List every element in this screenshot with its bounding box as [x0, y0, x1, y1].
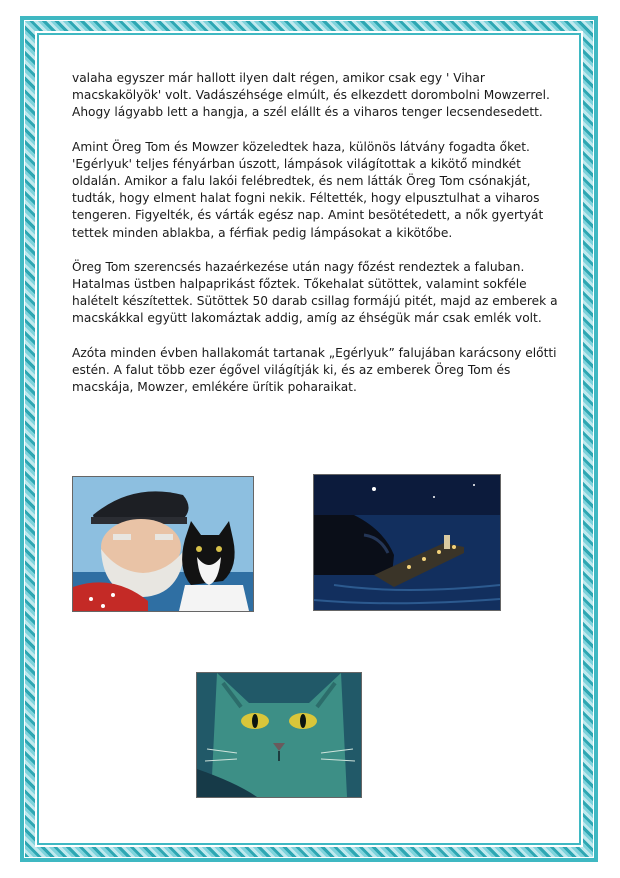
green-cat-image [196, 672, 362, 798]
story-text [72, 70, 562, 413]
paragraph-4: Azóta minden évben hallakomát tartanak „Egérlyuk” falujában karácsony előtti estén. A falut több ezer égővel világítják ki, és az emberek Öreg Tom és macskája, Mowzer, emlékére ürítik poharaikat. [72, 345, 557, 395]
harbor-night-image [313, 474, 501, 611]
fisherman-cat-image [72, 476, 254, 612]
paragraph-2: Amint Öreg Tom és Mowzer közeledtek haza, különös látvány fogadta őket. 'Egérlyuk' teljes fényárban úszott, lámpások világítottak a kikötő mindkét oldalán. Amikor a falu lakói felébredtek, és nem látták Öreg Tom csónakját, tudták, hogy elment halat fogni nekik. Féltették, hogy elpusztulhat a viharos tengeren. Figyelték, és várták egész nap. Amint besötétedett, a nők gyertyát tettek minden ablakba, a férfiak pedig lámpásokat a kikötőbe. [72, 139, 544, 240]
paragraph-1: valaha egyszer már hallott ilyen dalt régen, amikor csak egy ' Vihar macskakölyök' volt. Vadászéhsége elmúlt, és elkezdett dorombolni Mowzerrel. Ahogy lágyabb lett a hangja, a szél elállt és a viharos tenger lecsendesedett. [72, 71, 550, 120]
paragraph-3: Öreg Tom szerencsés hazaérkezése után nagy főzést rendeztek a faluban. Hatalmas üstben halpaprikást főztek. Tőkehalat sütöttek, valamint sokféle halételt készítettek. Sütöttek 50 darab csillag formájú pitét, majd az emberek a macskákkal együtt lakomáztak addig, amíg az éhségük már csak emlék volt. [72, 259, 558, 326]
